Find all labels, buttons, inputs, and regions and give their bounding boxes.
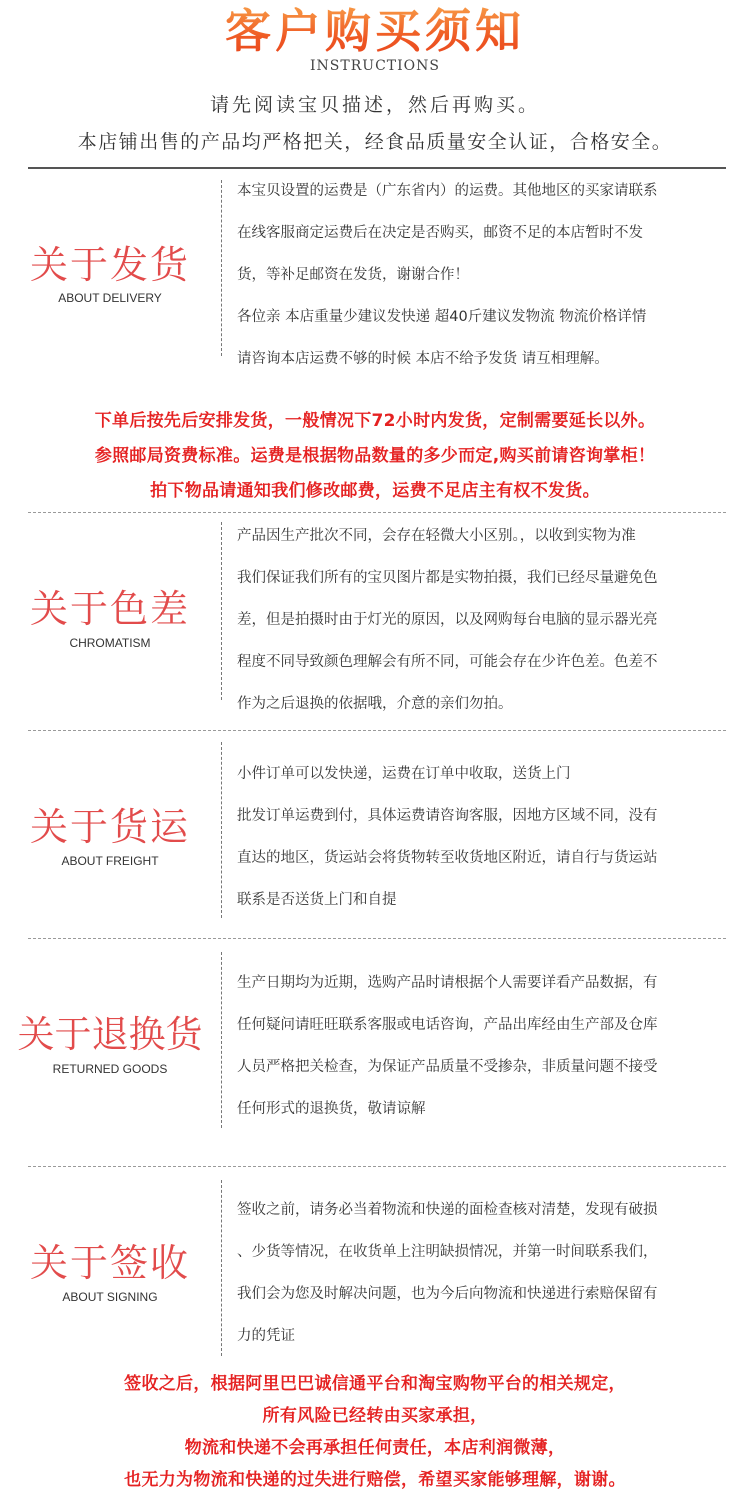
body-line: 人员严格把关检查，为保证产品质量不受掺杂，非质量问题不接受 [237, 1059, 658, 1075]
notice-line: 拍下物品请通知我们修改邮费，运费不足店主有权不发货。 [150, 481, 600, 501]
header-divider [28, 167, 726, 169]
notice-line: 所有风险已经转由买家承担， [262, 1406, 488, 1426]
body-line: 差，但是拍摄时由于灯光的原因，以及网购每台电脑的显示器光亮 [237, 612, 658, 628]
body-line: 任何形式的退换货，敬请谅解 [237, 1101, 426, 1117]
section-divider [221, 742, 222, 918]
section-separator [28, 938, 726, 939]
section-title: 关于色差 [29, 587, 190, 631]
section-title: 关于发货 [29, 243, 190, 287]
intro-line-1: 请先阅读宝贝描述，然后再购买。 [209, 94, 540, 116]
section-subtitle: ABOUT SIGNING [62, 1290, 158, 1304]
body-line: 本宝贝设置的运费是（广东省内）的运费。其他地区的买家请联系 [237, 183, 658, 199]
body-line: 联系是否送货上门和自提 [237, 892, 397, 908]
body-line: 程度不同导致颜色理解会有所不同，可能会存在少许色差。色差不 [237, 654, 658, 670]
body-line: 货，等补足邮资在发货，谢谢合作！ [237, 267, 469, 283]
body-line: 批发订单运费到付，具体运费请咨询客服，因地方区域不同，没有 [237, 808, 658, 824]
section-divider [221, 1180, 222, 1356]
notice-line: 参照邮局资费标准。运费是根据物品数量的多少而定,购买前请咨询掌柜！ [94, 446, 656, 466]
section-title: 关于货运 [29, 805, 190, 849]
body-line: 各位亲 本店重量少建议发快递 超40斤建议发物流 物流价格详情 [237, 309, 647, 325]
page-subtitle: INSTRUCTIONS [310, 58, 440, 74]
body-line: 我们保证我们所有的宝贝图片都是实物拍摄，我们已经尽量避免色 [237, 570, 658, 586]
body-line: 产品因生产批次不同，会存在轻微大小区别。，以收到实物为准 [237, 528, 636, 544]
notice-line: 签收之后，根据阿里巴巴诚信通平台和淘宝购物平台的相关规定， [124, 1374, 626, 1394]
body-line: 直达的地区，货运站会将货物转至收货地区附近，请自行与货运站 [237, 850, 658, 866]
page-title: 客户购买须知 [0, 2, 750, 60]
section-separator [28, 512, 726, 513]
body-line: 在线客服商定运费后在决定是否购买，邮资不足的本店暂时不发 [237, 225, 643, 241]
body-line: 、少货等情况，在收货单上注明缺损情况，并第一时间联系我们， [237, 1244, 658, 1260]
section-divider [221, 952, 222, 1128]
section-divider [221, 180, 222, 356]
section-body [237, 170, 722, 380]
intro-line-2: 本店铺出售的产品均严格把关，经食品质量安全认证，合格安全。 [77, 131, 673, 153]
section-title: 关于签收 [29, 1241, 190, 1285]
header [0, 0, 750, 160]
body-line: 我们会为您及时解决问题，也为今后向物流和快递进行索赔保留有 [237, 1286, 658, 1302]
section-divider [221, 522, 222, 700]
section-separator [28, 1166, 726, 1167]
section-body [237, 515, 722, 725]
section-subtitle: ABOUT FREIGHT [61, 854, 159, 868]
section-body [237, 753, 722, 921]
section-separator [28, 730, 726, 731]
notice-line: 物流和快递不会再承担任何责任，本店利润微薄， [184, 1438, 566, 1458]
body-line: 小件订单可以发快递，运费在订单中收取，送货上门 [237, 766, 571, 782]
notice-line: 也无力为物流和快递的过失进行赔偿，希望买家能够理解，谢谢。 [124, 1470, 626, 1490]
section-body [237, 1189, 722, 1357]
section-subtitle: ABOUT DELIVERY [58, 291, 162, 305]
section-body [237, 962, 722, 1130]
body-line: 力的凭证 [237, 1328, 295, 1344]
delivery-notice [0, 404, 750, 509]
section-title: 关于退换货 [17, 1013, 203, 1056]
body-line: 生产日期均为近期，选购产品时请根据个人需要详看产品数据，有 [237, 975, 658, 991]
body-line: 任何疑问请旺旺联系客服或电话咨询，产品出库经由生产部及仓库 [237, 1017, 658, 1033]
signing-notice [0, 1368, 750, 1496]
body-line: 作为之后退换的依据哦，介意的亲们勿拍。 [237, 696, 513, 712]
notice-line: 下单后按先后安排发货，一般情况下72小时内发货，定制需要延长以外。 [94, 411, 656, 431]
body-line: 请咨询本店运费不够的时候 本店不给予发货 请互相理解。 [237, 351, 609, 367]
body-line: 签收之前，请务必当着物流和快递的面检查核对清楚，发现有破损 [237, 1202, 658, 1218]
section-subtitle: RETURNED GOODS [52, 1062, 168, 1076]
section-subtitle: CHROMATISM [69, 636, 151, 650]
